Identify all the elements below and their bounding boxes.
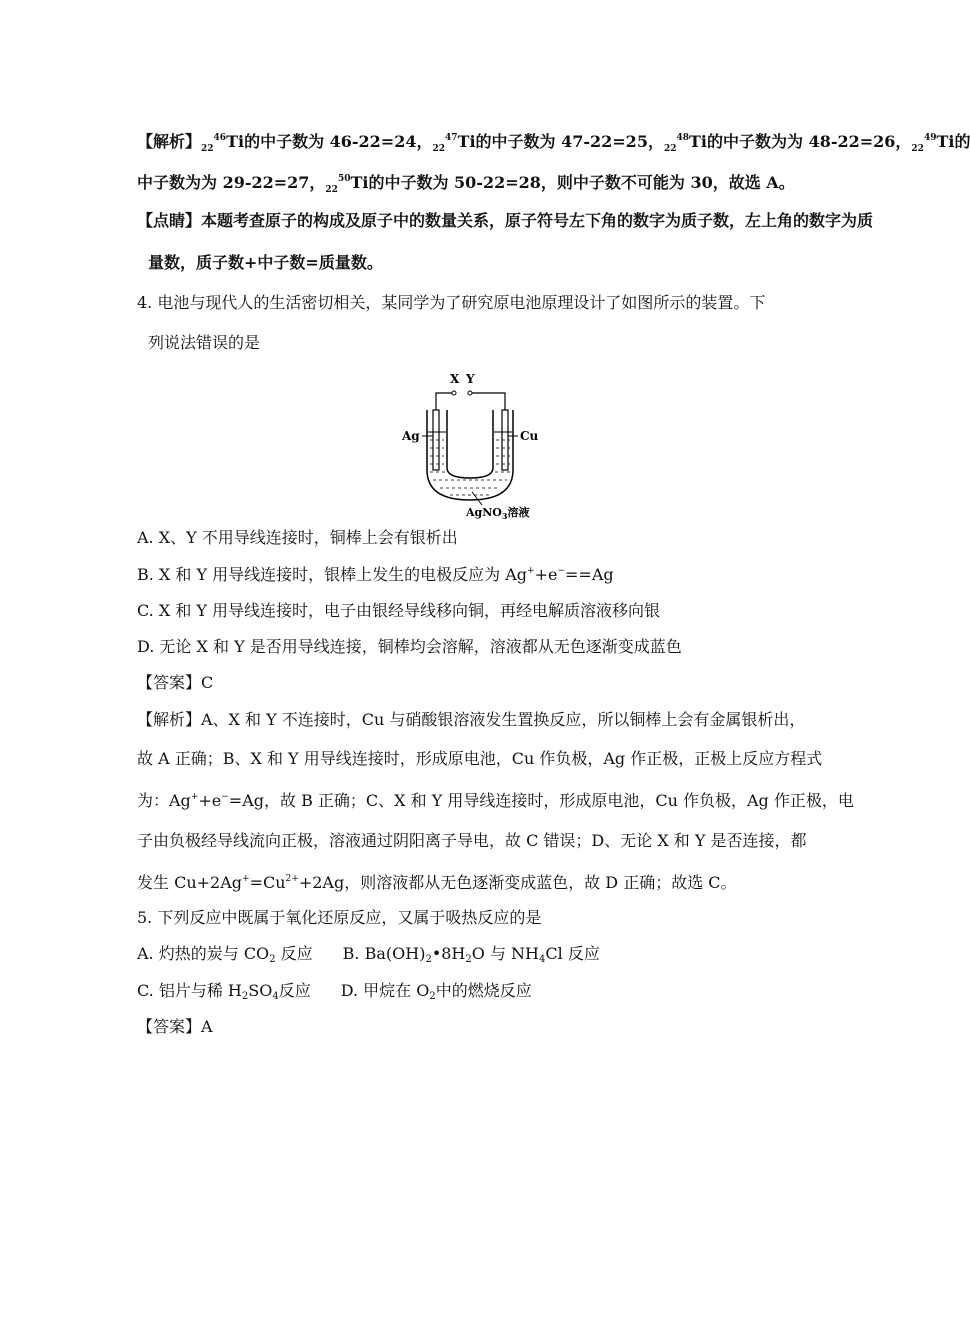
note-3-line-2: 量数，质子数+中子数=质量数。 (148, 253, 383, 272)
wire-right (472, 393, 505, 410)
question-4-stem-2: 列说法错误的是 (148, 333, 261, 352)
isotope-ti-48: $_{22}^{48}$Ti (663, 132, 707, 154)
question-5-answer: 【答案】A (137, 1017, 213, 1036)
question-5-option-b: B. $Ba(OH)_2•8H_2O$ 与 $NH_4Cl$ 反应 (342, 944, 600, 965)
note-3-line-1: 【点睛】本题考查原子的构成及原子中的数量关系，原子符号左下角的数字为质子数，左上角的数字为质 (137, 211, 874, 230)
note-tag: 【点睛】 (137, 211, 202, 230)
u-tube-inner (447, 410, 493, 478)
question-4-analysis-5: 发生 $Cu+2Ag^+=Cu^{2+}+2Ag$，则溶液都从无色逐渐变成蓝色，故 D 正确；故选 C。 (137, 873, 737, 892)
u-tube-outer (427, 410, 513, 500)
solution-fill (430, 440, 510, 495)
terminal-y (468, 391, 472, 395)
question-4-option-b: B. X 和 Y 用导线连接时，银棒上发生的电极反应为 Ag++e−==Ag (137, 565, 614, 584)
question-5-option-a: A. 灼热的炭与 $CO_2$ 反应 (137, 944, 313, 965)
analysis-3-line-1: 【解析】$_{22}^{46}$Ti的中子数为 46-22=24，$_{22}^{47}$Ti的中子数为 47-22=25，$_{22}^{48}$Ti的中子数为为 48-22=26，$_{22}^{49}$Ti的 (137, 127, 970, 160)
question-4-analysis-4: 子由负极经导线流向正极，溶液通过阴阳离子导电，故 C 错误；D、无论 X 和 Y 是否连接，都 (137, 831, 807, 850)
label-solution: AgNO$_3$溶液 (466, 506, 530, 521)
terminal-x (452, 391, 456, 395)
question-5-option-c: C. 铝片与稀 $H_2SO_4$反应 (137, 981, 311, 1002)
question-4-analysis-1: 【解析】A、X 和 Y 不连接时，Cu 与硝酸银溶液发生置换反应，所以铜棒上会有金属银析出， (137, 710, 806, 729)
isotope-ti-47: $_{22}^{47}$Ti (432, 132, 476, 154)
question-5-options-ab (137, 943, 600, 965)
question-5-stem: 5. 下列反应中既属于氧化还原反应，又属于吸热反应的是 (137, 908, 542, 927)
label-y: Y (466, 372, 475, 386)
analysis-tag: 【解析】 (137, 132, 202, 151)
isotope-ti-46: $_{22}^{46}$Ti (201, 132, 245, 154)
label-x: X (450, 372, 460, 386)
question-4-option-c: C. X 和 Y 用导线连接时，电子由银经导线移向铜，再经电解质溶液移向银 (137, 601, 661, 620)
question-4-analysis-2: 故 A 正确；B、X 和 Y 用导线连接时，形成原电池，Cu 作负极，Ag 作正极，正极上反应方程式 (137, 749, 823, 768)
label-cu: Cu (520, 429, 539, 443)
isotope-ti-50: $_{22}^{50}$Ti (325, 173, 369, 195)
question-4-option-d: D. 无论 X 和 Y 是否用导线连接，铜棒均会溶解，溶液都从无色逐渐变成蓝色 (137, 637, 682, 656)
analysis-3-line-2: 中子数为为 29-22=27，$_{22}^{50}$Ti的中子数为 50-22=28，则中子数不可能为 30，故选 A。 (137, 168, 795, 201)
question-4-stem-1: 4. 电池与现代人的生活密切相关，某同学为了研究原电池原理设计了如图所示的装置。下 (137, 293, 766, 312)
question-4-answer: 【答案】C (137, 673, 214, 692)
question-4-analysis-3: 为：Ag++e−=Ag，故 B 正确；C、X 和 Y 用导线连接时，形成原电池，Cu 作负极，Ag 作正极，电 (137, 791, 854, 810)
question-5-options-cd (137, 980, 532, 1002)
isotope-ti-49: $_{22}^{49}$Ti (911, 132, 955, 154)
wire-left (436, 393, 452, 410)
label-ag: Ag (402, 429, 420, 443)
question-4-option-a: A. X、Y 不用导线连接时，铜棒上会有银析出 (137, 528, 458, 547)
galvanic-cell-diagram (400, 370, 550, 520)
question-5-option-d: D. 甲烷在 $O_2$中的燃烧反应 (340, 981, 532, 1002)
